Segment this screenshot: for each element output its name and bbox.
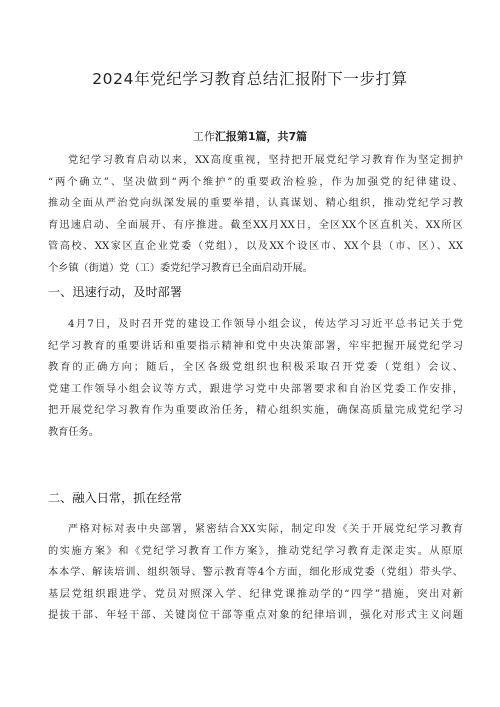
paragraph-line: 严格对标对表中央部署，紧密结合XX实际，制定印发《关于开展党纪学习教育 (68, 524, 463, 535)
paragraph-section-1 (48, 314, 463, 444)
paragraph-line: 党建工作领导小组会议等方式，跟进学习党中央部署要求和自治区党委工作安排， (48, 383, 463, 395)
paragraph-line: 推动全面从严治党向纵深发展的重要举措，认真谋划、精心组织，推动党纪学习教 (48, 198, 463, 210)
subtitle-prefix: 工作 (192, 130, 215, 143)
paragraph-line: 4月7日，及时召开党的建设工作领导小组会议，传达学习习近平总书记关于党 (68, 319, 463, 330)
paragraph-line: 纪学习教育的重要讲话和重要指示精神和党中央决策部署，牢牢把握开展党纪学习 (48, 340, 463, 352)
paragraph-section-2 (48, 519, 463, 627)
section-heading-1: 一、迅速行动，及时部署 (48, 285, 183, 299)
paragraph-line: 本本学、解读培训、组织领导、警示教育等4个方面，细化形成党委（党组）带头学、 (48, 567, 463, 579)
document-title: 2024年党纪学习教育总结汇报附下一步打算 (92, 70, 408, 88)
paragraph-line: “两个确立”、坚决做到“两个维护”的重要政治检验，作为加强党的纪律建设、 (48, 176, 463, 188)
paragraph-line: 教育任务。 (48, 426, 99, 438)
paragraph-line: 育迅速启动、全面展开、有序推进。截至XX月XX日，全区XX个区直机关、XX所区 (48, 219, 463, 231)
document-subtitle (0, 128, 500, 144)
paragraph-line: 管高校、XX家区直企业党委（党组），以及XX个设区市、XX个县（市、区）、XX (48, 241, 463, 253)
paragraph-line: 的实施方案》和《党纪学习教育工作方案》，推动党纪学习教育走深走实。从原原 (48, 545, 463, 557)
subtitle-part-info: 汇报第1篇，共7篇 (214, 130, 308, 143)
paragraph-line: 教育的正确方向；随后，全区各级党组织也积极采取召开党委（党组）会议、 (48, 362, 463, 374)
paragraph-line: 基层党组织跟进学、党员对照深入学、纪律党课推动学的“四学”措施，突出对新 (48, 588, 463, 600)
paragraph-intro (48, 150, 463, 280)
section-heading-2: 二、融入日常，抓在经常 (48, 491, 183, 505)
paragraph-line: 把开展党纪学习教育作为重要政治任务，精心组织实施，确保高质量完成党纪学习 (48, 405, 463, 417)
paragraph-line: 党纪学习教育启动以来，XX高度重视，坚持把开展党纪学习教育作为坚定拥护 (68, 155, 463, 166)
paragraph-line: 提拔干部、年轻干部、关键岗位干部等重点对象的纪律培训，强化对形式主义问题 (48, 610, 463, 622)
paragraph-line: 个乡镇（街道）党（工）委党纪学习教育已全面启动开展。 (48, 262, 313, 274)
